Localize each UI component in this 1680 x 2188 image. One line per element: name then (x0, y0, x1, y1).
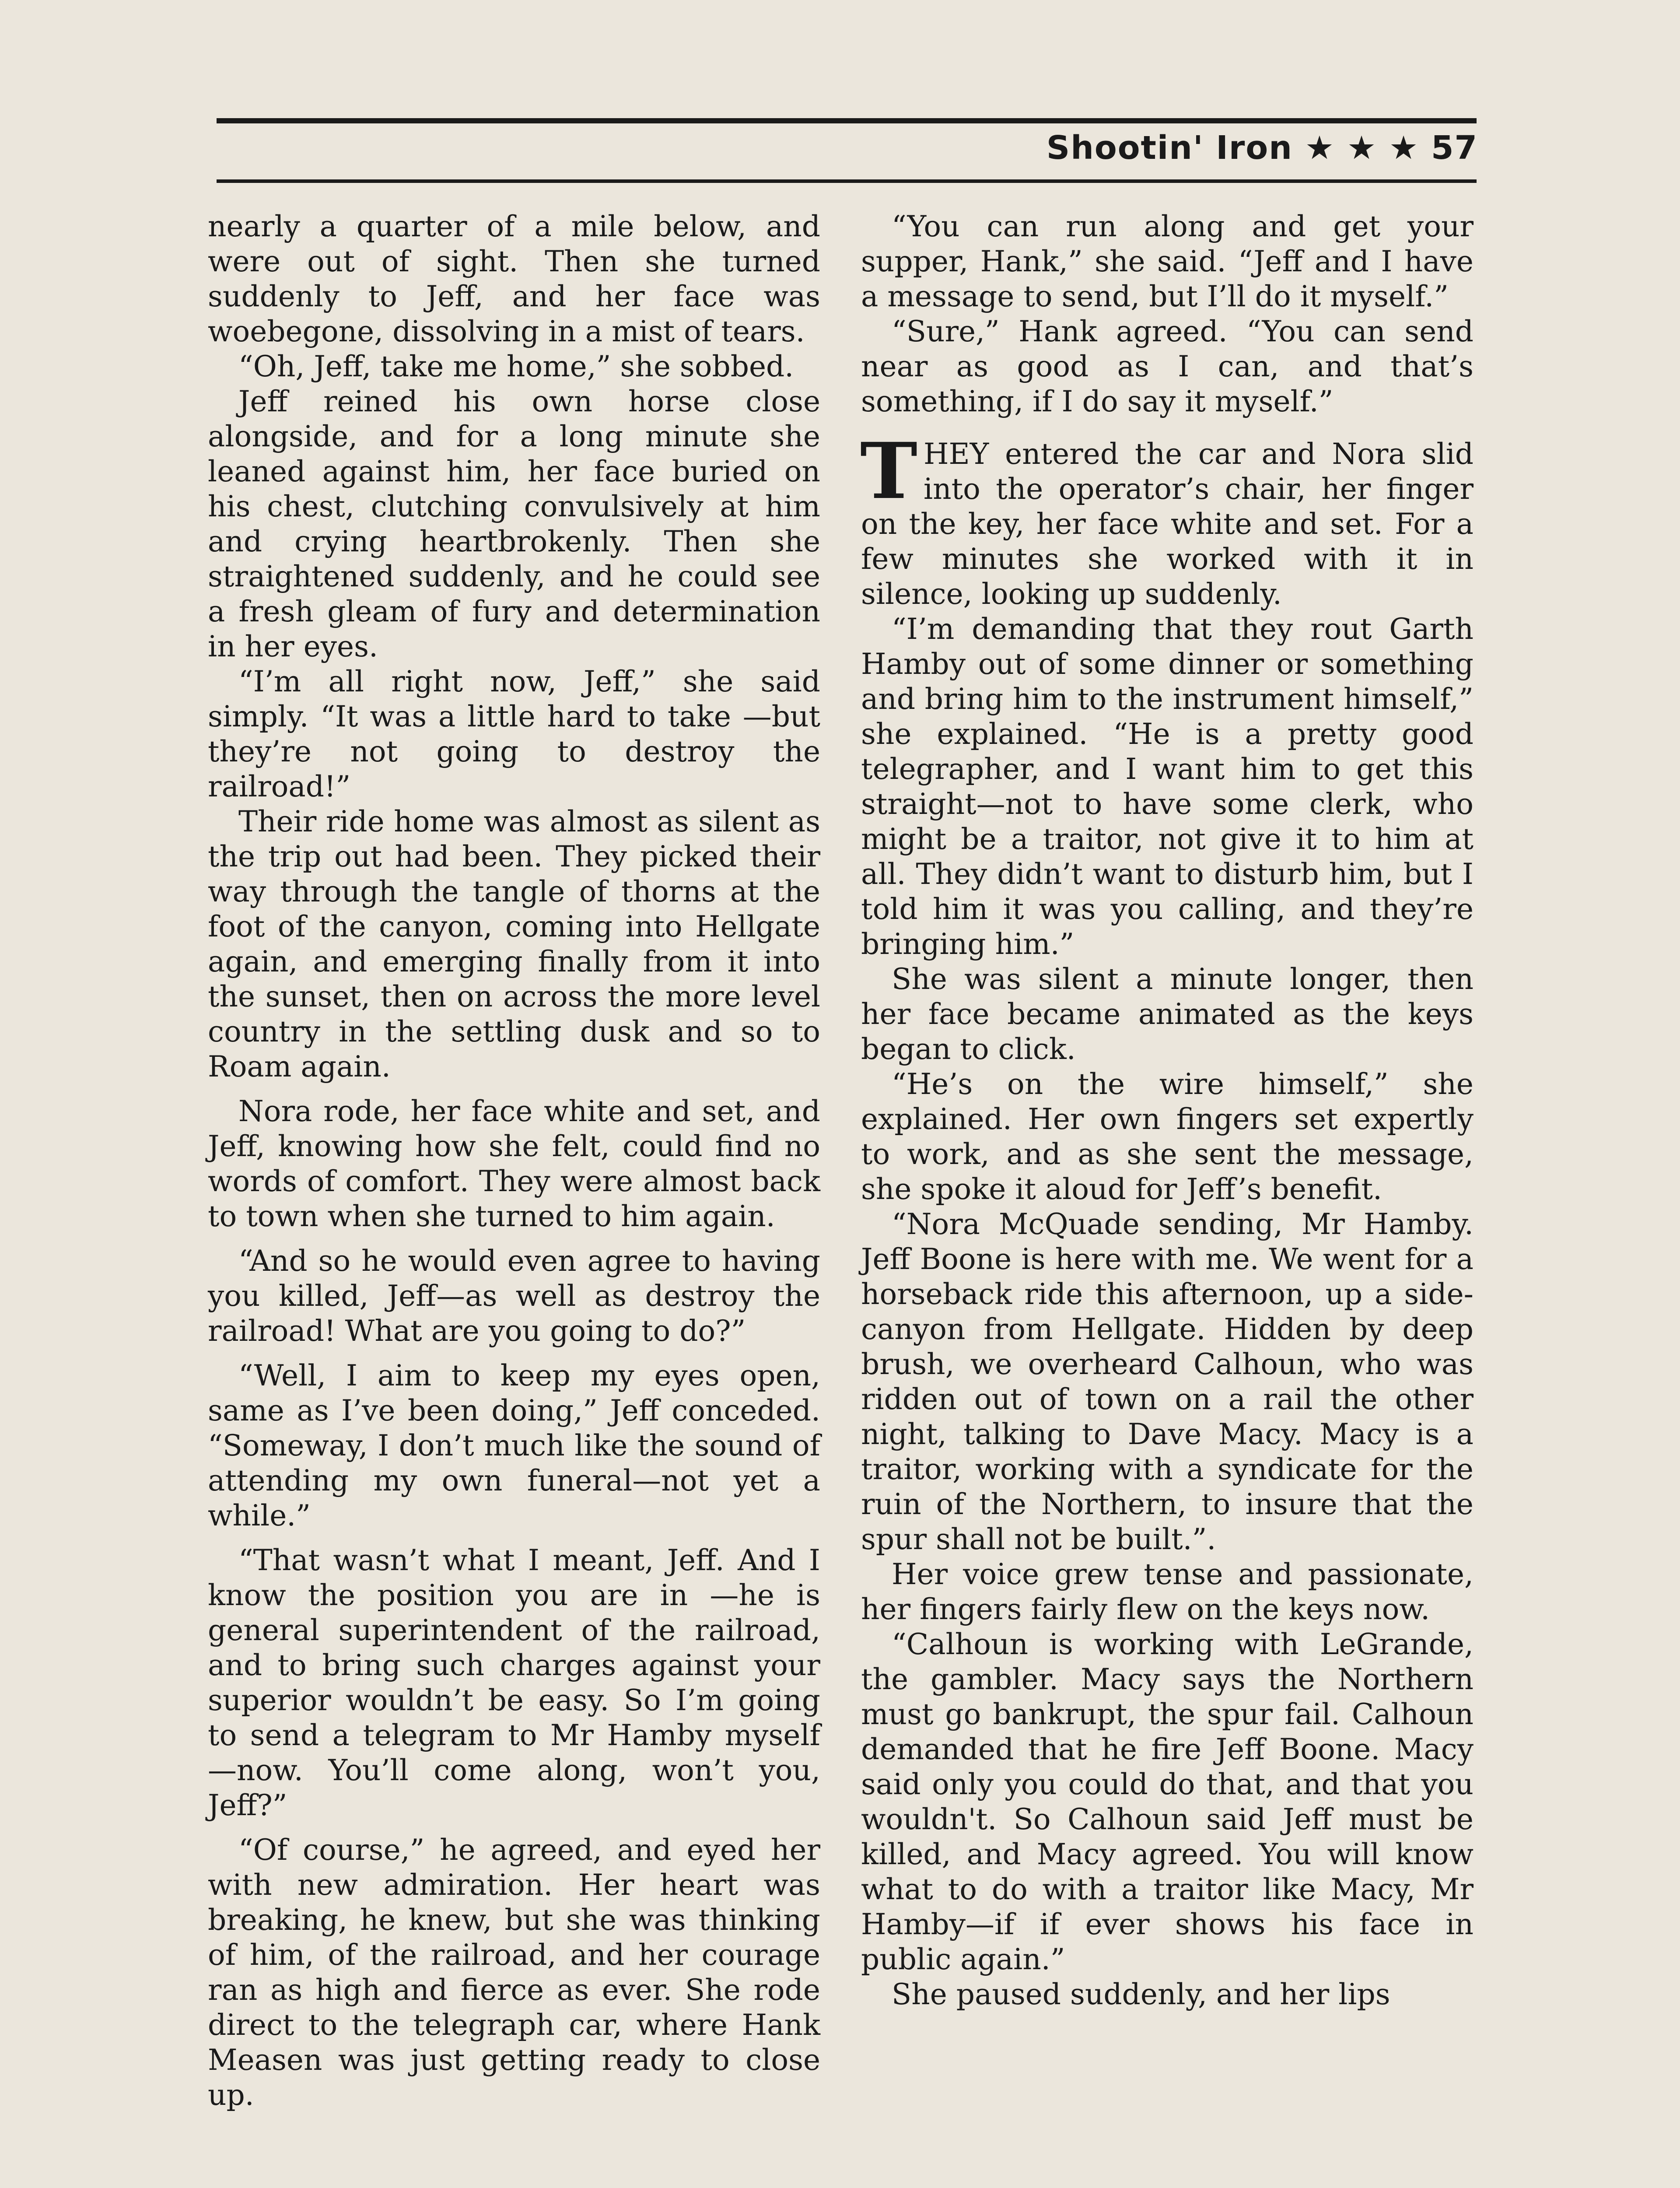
section-opening-paragraph (860, 426, 1474, 612)
paragraph: “He’s on the wire himself,” she explained. Her own fingers set expertly to work, and as she sent the message, she spoke it aloud for Jeff’s benefit. (861, 1067, 1474, 1206)
paragraph: “Well, I aim to keep my eyes open, same as I’ve been doing,” Jeff conceded. “Someway, I don’t much like the sound of attending my own funeral—not yet a while.” (208, 1359, 820, 1532)
paragraph: “Nora McQuade sending, Mr Hamby. Jeff Boone is here with me. We went for a horseback ride this afternoon, up a side-canyon from Hellgate. Hidden by deep brush, we overheard Calhoun, who was ridden out of town on a rail the other night, talking to Dave Macy. Macy is a traitor, working with a syndicate for the ruin of the Northern, to insure that the spur shall not be built.”. (861, 1207, 1474, 1556)
paragraph: “I’m demanding that they rout Garth Hamby out of some dinner or something and bring him to the instrument himself,” she explained. “He is a pretty good telegrapher, and I want him to get this straight—not to have some clerk, who might be a traitor, not give it to him at all. They didn’t want to disturb him, but I told him it was you calling, and they’re bringing him.” (861, 612, 1474, 961)
right-text-column (861, 209, 1474, 2012)
paragraph: Their ride home was almost as silent as the trip out had been. They picked their way through the tangle of thorns at the foot of the canyon, coming into Hellgate again, and emerging finally from it into the sunset, then on across the more level country in the settling dusk and so to Roam again. (208, 805, 820, 1083)
paragraph: “You can run along and get your supper, Hank,” she said. “Jeff and I have a message to send, but I’ll do it myself.” (861, 210, 1474, 313)
paragraph: “And so he would even agree to having you killed, Jeff—as well as destroy the railroad! What are you going to do?” (208, 1244, 820, 1348)
paragraph: “Sure,” Hank agreed. “You can send near as good as I can, and that’s something, if I do say it myself.” (861, 315, 1474, 418)
paragraph: She paused suddenly, and her lips (892, 1978, 1390, 2011)
paragraph: “I’m all right now, Jeff,” she said simply. “It was a little hard to take —but they’re not going to destroy the railroad!” (208, 665, 820, 803)
left-text-column (208, 209, 820, 2113)
paragraph: Jeff reined his own horse close alongside, and for a long minute she leaned against him, her face buried on his chest, clutching convulsively at him and crying heartbrokenly. Then she straightened suddenly, and he could see a fresh gleam of fury and determination in her eyes. (208, 385, 820, 663)
paragraph: She was silent a minute longer, then her face became animated as the keys began to click. (861, 962, 1474, 1066)
paragraph: “That wasn’t what I meant, Jeff. And I know the position you are in —he is general superintendent of the railroad, and to bring such charges against your superior wouldn’t be easy. So I’m going to send a telegram to Mr Hamby myself—now. You’ll come along, won’t you, Jeff?” (208, 1543, 820, 1822)
header-rule-bottom (217, 179, 1477, 183)
paragraph: Nora rode, her face white and set, and Jeff, knowing how she felt, could find no words of comfort. They were almost back to town when she turned to him again. (208, 1094, 820, 1233)
paragraph: “Oh, Jeff, take me home,” she sobbed. (238, 350, 794, 383)
running-header: Shootin' Iron ★ ★ ★ 57 (1046, 129, 1478, 167)
drop-cap-paragraph-text: HEY entered the car and Nora slid into the operator’s chair, her finger on the key, her face white and set. For a few minutes she worked with it in silence, looking up suddenly. (861, 437, 1474, 611)
header-rule-top (217, 118, 1477, 123)
paragraph: “Calhoun is working with LeGrande, the gambler. Macy says the Northern must go bankrupt, the spur fail. Calhoun demanded that he fire Jeff Boone. Macy said only you could do that, and that you wouldn't. So Calhoun said Jeff must be killed, and Macy agreed. You will know what to do with a traitor like Macy, Mr Hamby—if if ever shows his face in public again.” (861, 1627, 1474, 1976)
drop-cap: T (860, 426, 917, 516)
paragraph: Her voice grew tense and passionate, her fingers fairly flew on the keys now. (861, 1557, 1474, 1626)
paragraph: nearly a quarter of a mile below, and were out of sight. Then she turned suddenly to Jeff, and her face was woebegone, dissolving in a mist of tears. (208, 210, 820, 348)
paragraph: “Of course,” he agreed, and eyed her with new admiration. Her heart was breaking, he knew, but she was thinking of him, of the railroad, and her courage ran as high and fierce as ever. She rode direct to the telegraph car, where Hank Measen was just getting ready to close up. (208, 1833, 820, 2112)
